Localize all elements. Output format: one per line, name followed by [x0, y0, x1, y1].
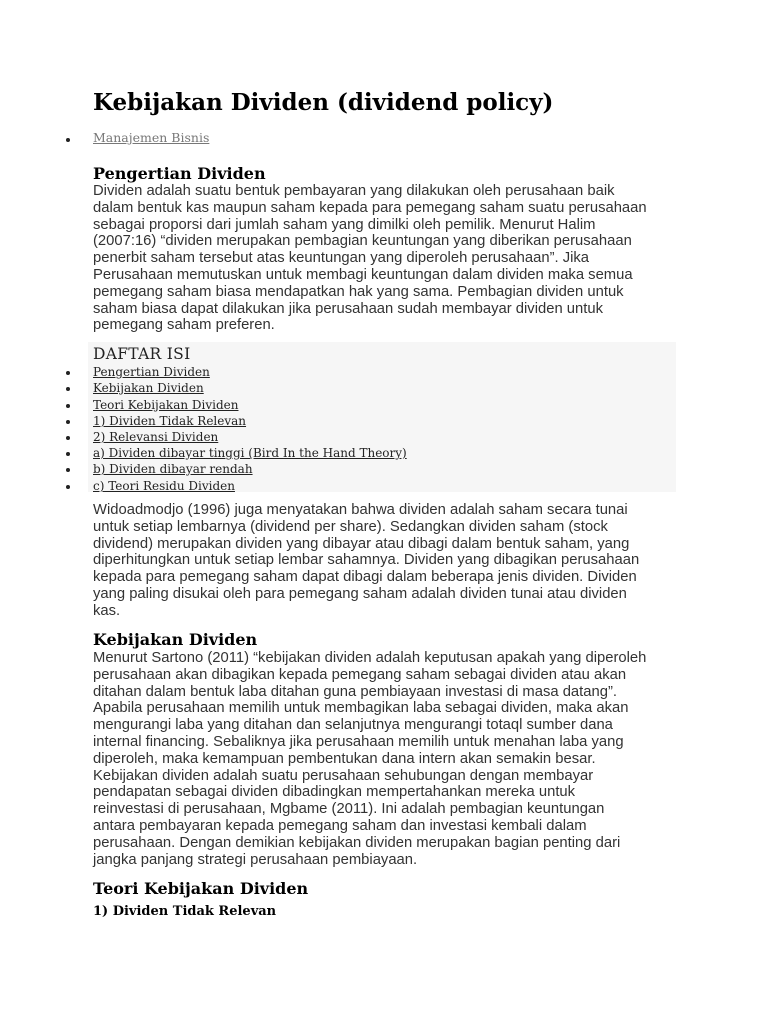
- paragraph-line: Perusahaan memutuskan untuk membagi keuntungan dalam dividen maka semua: [93, 266, 633, 283]
- category-link[interactable]: Manajemen Bisnis: [93, 130, 210, 145]
- paragraph-line: Dividen adalah suatu bentuk pembayaran yang dilakukan oleh perusahaan baik: [93, 183, 615, 199]
- paragraph-line: Kebijakan dividen adalah suatu perusahaan sehubungan dengan membayar: [93, 767, 594, 784]
- toc-link-dividen-tidak-relevan[interactable]: 1) Dividen Tidak Relevan: [93, 414, 247, 428]
- article-title: Kebijakan Dividen (dividend policy): [93, 89, 554, 116]
- paragraph-line: Widoadmodjo (1996) juga menyatakan bahwa dividen adalah saham secara tunai: [93, 502, 628, 518]
- category-bullet: [66, 138, 70, 142]
- toc-link-relevansi-dividen[interactable]: 2) Relevansi Dividen: [93, 430, 219, 444]
- toc-link-dividen-dibayar-rendah[interactable]: b) Dividen dibayar rendah: [93, 462, 253, 476]
- paragraph-line: saham biasa dapat dilakukan jika perusahaan sudah membayar dividen untuk: [93, 300, 603, 317]
- heading-teori-kebijakan-dividen: Teori Kebijakan Dividen: [93, 879, 309, 898]
- toc-link-kebijakan-dividen[interactable]: Kebijakan Dividen: [93, 381, 204, 395]
- toc-title: DAFTAR ISI: [93, 345, 191, 363]
- paragraph-line: diperhitungkan untuk setiap lembar sahamnya. Dividen yang dibagikan perusahaan: [93, 552, 640, 569]
- paragraph-kebijakan: [93, 650, 646, 868]
- toc-bullet: [66, 468, 70, 472]
- paragraph-widoadmodjo: [93, 502, 639, 620]
- paragraph-line: perusahaan akan dibagikan kepada pemegang saham sebagai dividen atau akan: [93, 666, 627, 683]
- paragraph-line: dalam bentuk kas maupun saham kepada para pemegang saham suatu perusahaan: [93, 199, 647, 216]
- paragraph-line: pemegang saham preferen.: [93, 317, 275, 334]
- toc-link-dividen-dibayar-tinggi[interactable]: a) Dividen dibayar tinggi (Bird In the Hand Theory): [93, 446, 407, 460]
- paragraph-line: Menurut Sartono (2011) “kebijakan dividen adalah keputusan apakah yang diperoleh: [93, 650, 647, 666]
- paragraph-line: reinvestasi di perusahaan, Mgbame (2011). Ini adalah pembagian keuntungan: [93, 801, 605, 818]
- toc-bullet: [66, 436, 70, 440]
- paragraph-line: mengurangi laba yang ditahan dan selanjutnya mengurangi totaql sumber dana: [93, 717, 613, 734]
- paragraph-line: penerbit saham tersebut atas keuntungan yang diperoleh perusahaan”. Jika: [93, 250, 590, 267]
- paragraph-line: (2007:16) “dividen merupakan pembagian keuntungan yang diberikan perusahaan: [93, 233, 632, 250]
- paragraph-line: ditahan dalam bentuk laba ditahan guna pembiayaan investasi di masa datang”.: [93, 683, 618, 700]
- heading-kebijakan-dividen: Kebijakan Dividen: [93, 630, 258, 649]
- toc-bullet: [66, 371, 70, 375]
- paragraph-line: sebagai proporsi dari jumlah saham yang dimilki oleh pemilik. Menurut Halim: [93, 216, 596, 233]
- paragraph-line: pemegang saham biasa mendapatkan hak yang sama. Pembagian dividen untuk: [93, 283, 624, 300]
- paragraph-line: dividend) merupakan dividen yang dibayar atau dibagi dalam bentuk saham, yang: [93, 535, 630, 552]
- toc-link-teori-residu-dividen[interactable]: c) Teori Residu Dividen: [93, 479, 235, 493]
- paragraph-line: jangka panjang strategi perusahaan pembiayaan.: [93, 851, 418, 868]
- paragraph-line: Apabila perusahaan memilih untuk membagikan laba sebagai dividen, maka akan: [93, 700, 629, 717]
- paragraph-line: diperoleh, maka kemampuan pembentukan dana intern akan semakin besar.: [93, 750, 596, 767]
- toc-link-teori-kebijakan-dividen[interactable]: Teori Kebijakan Dividen: [93, 398, 239, 412]
- toc-link-pengertian-dividen[interactable]: Pengertian Dividen: [93, 365, 210, 379]
- paragraph-line: perusahaan. Dengan demikian kebijakan dividen merupakan bagian penting dari: [93, 834, 621, 851]
- heading-pengertian-dividen: Pengertian Dividen: [93, 164, 266, 183]
- toc-bullet: [66, 452, 70, 456]
- subheading-dividen-tidak-relevan: 1) Dividen Tidak Relevan: [93, 904, 277, 919]
- toc-bullet: [66, 404, 70, 408]
- paragraph-pengertian: [93, 183, 647, 334]
- paragraph-line: pendapatan sebagai dividen dibadingkan mempertahankan mereka untuk: [93, 784, 576, 801]
- paragraph-line: yang paling disukai oleh para pemegang saham adalah dividen tunai atau dividen: [93, 585, 627, 602]
- paragraph-line: kepada para pemegang saham dapat dibagi dalam beberapa jenis dividen. Dividen: [93, 569, 637, 586]
- toc-bullet: [66, 387, 70, 391]
- paragraph-line: kas.: [93, 602, 121, 619]
- paragraph-line: untuk setiap lembarnya (dividend per share). Sedangkan dividen saham (stock: [93, 518, 608, 535]
- toc-bullet: [66, 485, 70, 489]
- paragraph-line: internal financing. Sebaliknya jika perusahaan memilih untuk menahan laba yang: [93, 733, 624, 750]
- toc-bullet: [66, 420, 70, 424]
- paragraph-line: antara pembayaran kepada pemegang saham dan investasi kembali dalam: [93, 817, 587, 834]
